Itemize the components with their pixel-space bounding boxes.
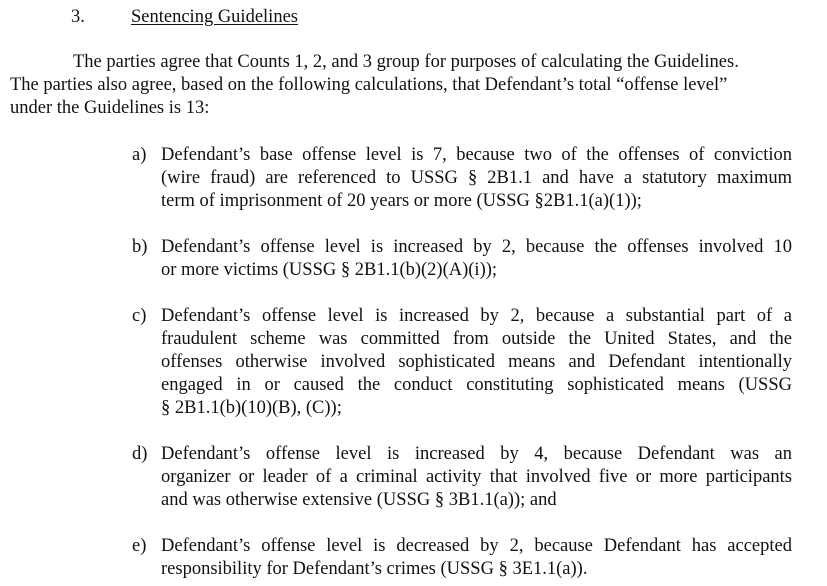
list-item-c bbox=[132, 305, 792, 420]
intro-line: The parties also agree, based on the following calculations, that Defendant’s total “offense level” bbox=[10, 75, 728, 95]
item-line: term of imprisonment of 20 years or more (USSG §2B1.1(a)(1)); bbox=[161, 191, 642, 211]
section-heading bbox=[71, 6, 298, 29]
list-item-d bbox=[132, 443, 792, 512]
list-marker: d) bbox=[132, 444, 148, 464]
list-marker: c) bbox=[132, 306, 147, 326]
section-number: 3. bbox=[71, 7, 85, 27]
item-line: or more victims (USSG § 2B1.1(b)(2)(A)(i)); bbox=[161, 260, 498, 280]
item-line: Defendant’s offense level is increased by 4, because Defendant was an bbox=[161, 444, 792, 464]
list-item-a bbox=[132, 144, 792, 213]
list-item-text bbox=[161, 305, 792, 420]
list-marker: a) bbox=[132, 145, 147, 165]
item-line: engaged in or caused the conduct constituting sophisticated means (USSG bbox=[161, 375, 792, 395]
item-line: Defendant’s offense level is increased by 2, because a substantial part of a bbox=[161, 306, 792, 326]
item-line: (wire fraud) are referenced to USSG § 2B1.1 and have a statutory maximum bbox=[161, 168, 792, 188]
list-item-e bbox=[132, 535, 792, 581]
item-line: § 2B1.1(b)(10)(B), (C)); bbox=[161, 398, 342, 418]
intro-line: The parties agree that Counts 1, 2, and 3 group for purposes of calculating the Guidelines. bbox=[73, 52, 739, 72]
item-line: Defendant’s base offense level is 7, because two of the offenses of conviction bbox=[161, 145, 792, 165]
item-line: responsibility for Defendant’s crimes (USSG § 3E1.1(a)). bbox=[161, 559, 588, 579]
list-marker: b) bbox=[132, 237, 148, 257]
list-item-text bbox=[161, 443, 792, 512]
item-line: offenses otherwise involved sophisticated means and Defendant intentionally bbox=[161, 352, 792, 372]
list-item-text bbox=[161, 236, 792, 282]
item-line: fraudulent scheme was committed from outside the United States, and the bbox=[161, 329, 792, 349]
item-line: organizer or leader of a criminal activity that involved five or more participants bbox=[161, 467, 792, 487]
list-item-b bbox=[132, 236, 792, 282]
intro-line: under the Guidelines is 13: bbox=[10, 98, 210, 118]
list-marker: e) bbox=[132, 536, 147, 556]
item-line: Defendant’s offense level is increased by 2, because the offenses involved 10 bbox=[161, 237, 792, 257]
intro-paragraph bbox=[10, 51, 810, 120]
list-item-text bbox=[161, 535, 792, 581]
item-line: Defendant’s offense level is decreased by 2, because Defendant has accepted bbox=[161, 536, 792, 556]
list-item-text bbox=[161, 144, 792, 213]
item-line: and was otherwise extensive (USSG § 3B1.1(a)); and bbox=[161, 490, 557, 510]
section-title: Sentencing Guidelines bbox=[131, 7, 298, 27]
